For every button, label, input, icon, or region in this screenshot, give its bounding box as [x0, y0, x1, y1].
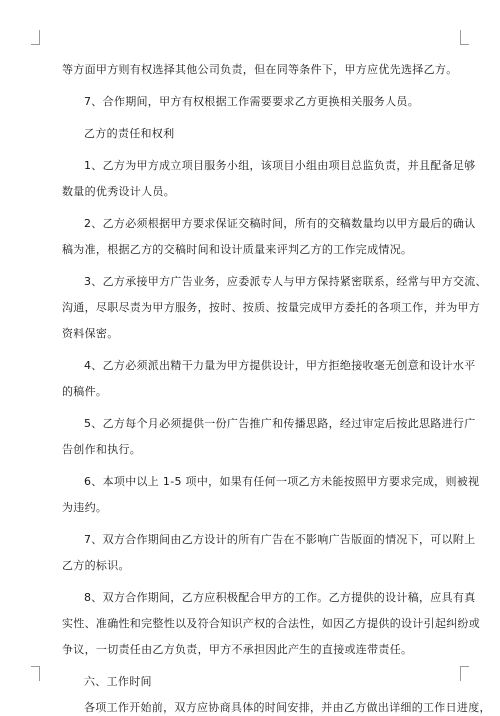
- paragraph-line: 沟通，尽职尽责为甲方服务，按时、按质、按量完成甲方委托的各项工作，并为甲方: [62, 301, 481, 314]
- crop-mark-bottom-left: [31, 666, 40, 681]
- paragraph-line: 1、乙方为甲方成立项目服务小组，该项目小组由项目总监负责，并且配备足够: [84, 159, 476, 172]
- paragraph-line: 6、本项中以上 1-5 项中，如果有任何一项乙方未能按照甲方要求完成，则被视: [84, 475, 480, 488]
- paragraph-line: 争议，一切责任由乙方负责，甲方不承担因此产生的直接或连带责任。: [62, 643, 413, 656]
- paragraph-line: 2、乙方必须根据甲方要求保证交稿时间，所有的交稿数量均以甲方最后的确认: [84, 217, 476, 230]
- paragraph-line: 实性、准确性和完整性以及符合知识产权的合法性，如因乙方提供的设计引起纠纷或: [62, 617, 481, 630]
- section-heading: 乙方的责任和权利: [84, 127, 175, 140]
- paragraph-line: 等方面甲方则有权选择其他公司负责，但在同等条件下，甲方应优先选择乙方。: [62, 63, 458, 76]
- paragraph-line: 7、双方合作期间由乙方设计的所有广告在不影响广告版面的情况下，可以附上: [84, 533, 476, 546]
- paragraph-line: 各项工作开始前，双方应协商具体的时间安排，并由乙方做出详细的工作日进度，: [84, 701, 491, 714]
- crop-mark-bottom-right: [460, 666, 469, 681]
- paragraph-line: 5、乙方每个月必须提供一份广告推广和传播思路，经过审定后按此思路进行广: [84, 417, 476, 430]
- section-heading: 六、工作时间: [84, 675, 152, 688]
- paragraph-line: 3、乙方承接甲方广告业务，应委派专人与甲方保持紧密联系，经常与甲方交流、: [84, 275, 487, 288]
- paragraph-line: 为违约。: [62, 501, 108, 514]
- paragraph-line: 乙方的标识。: [62, 559, 130, 572]
- paragraph-line: 资料保密。: [62, 327, 119, 340]
- paragraph-line: 8、双方合作期间，乙方应积极配合甲方的工作。乙方提供的设计稿，应具有真: [84, 591, 476, 604]
- crop-mark-top-right: [460, 30, 469, 45]
- paragraph-line: 4、乙方必须派出精干力量为甲方提供设计，甲方拒绝接收毫无创意和设计水平: [84, 359, 476, 372]
- crop-mark-top-left: [31, 30, 40, 45]
- paragraph-line: 的稿件。: [62, 385, 108, 398]
- paragraph-line: 7、合作期间，甲方有权根据工作需要要求乙方更换相关服务人员。: [84, 95, 419, 108]
- paragraph-line: 稿为准，根据乙方的交稿时间和设计质量来评判乙方的工作完成情况。: [62, 243, 413, 256]
- paragraph-line: 告创作和执行。: [62, 443, 142, 456]
- paragraph-line: 数量的优秀设计人员。: [62, 185, 175, 198]
